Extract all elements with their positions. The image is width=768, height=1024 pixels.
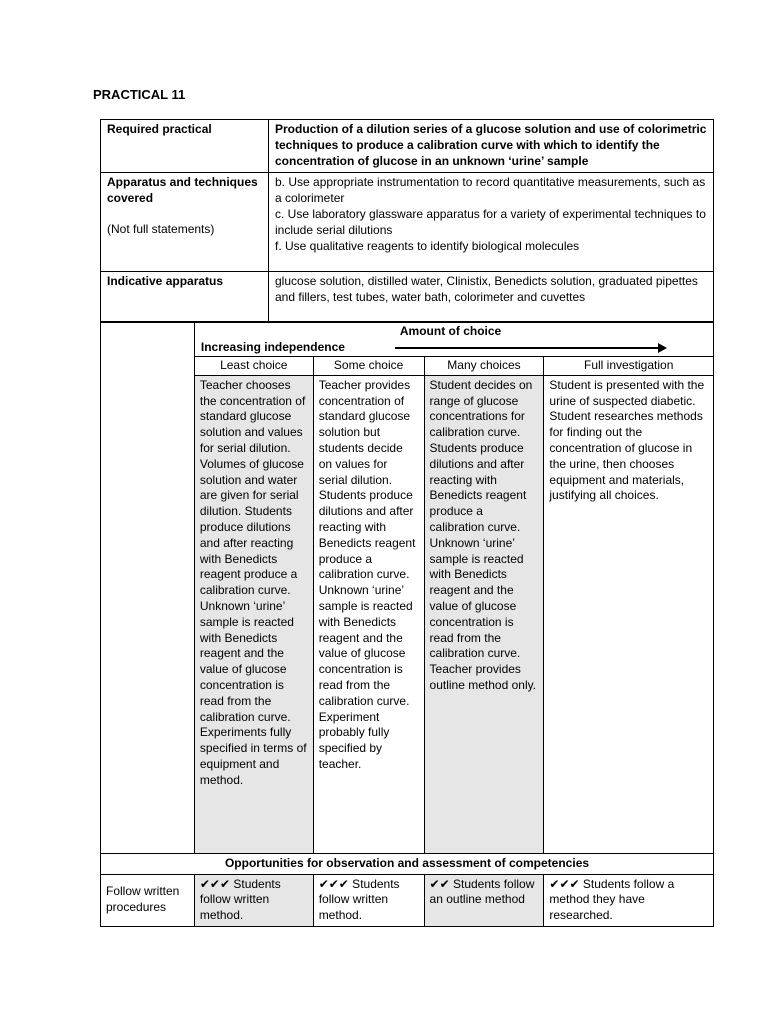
apparatus-statements [269,173,714,272]
assessment-cell: ✔✔ Students follow an outline method [424,874,544,926]
amount-of-choice-label: Amount of choice [399,324,502,338]
arrow-line [395,347,663,349]
increasing-independence-label: Increasing independence [200,340,345,354]
indicative-apparatus-text: glucose solution, distilled water, Clinistix, Benedicts solution, graduated pipettes and fillers, test tubes, water bath, colorimeter and cuvettes [269,272,714,323]
follow-procedures-label: Follow written procedures [101,874,195,926]
choice-header [194,322,713,357]
least-choice-description: Teacher chooses the concentration of standard glucose solution and values for serial dilution. Volumes of glucose solution and water are given for serial dilution. Students produce dilutions and after reacting with Benedicts reagent produce a calibration curve. Unknown ‘urine’ sample is reacted with Benedicts reagent and the value of glucose concentration is read from the calibration curve. Experiments fully specified in terms of equipment and method. [194,375,313,853]
assessment-cell: ✔✔✔ Students follow a method they have researched. [544,874,714,926]
opportunities-heading: Opportunities for observation and assessment of competencies [101,853,714,874]
apparatus-note: (Not full statements) [107,221,215,236]
indicative-apparatus-label: Indicative apparatus [101,272,269,323]
column-header: Some choice [313,357,424,376]
choice-table [100,321,714,927]
column-header: Full investigation [544,357,714,376]
column-header: Many choices [424,357,544,376]
statement-b: b. Use appropriate instrumentation to record quantitative measurements, such as a colorimeter [275,175,706,206]
required-practical-label: Required practical [101,120,269,173]
arrow-right-icon [658,343,667,353]
opportunities-heading-row [101,853,714,874]
column-header: Least choice [194,357,313,376]
assessment-cell: ✔✔✔ Students follow written method. [313,874,424,926]
required-practical-row [101,120,714,173]
apparatus-label-cell [101,173,269,272]
practical-info-table [100,119,714,323]
page-title: PRACTICAL 11 [93,87,186,102]
apparatus-row [101,173,714,272]
blank-cell [101,322,195,854]
follow-procedures-row [101,874,714,926]
indicative-apparatus-row [101,272,714,323]
some-choice-description: Teacher provides concentration of standard glucose solution but students decide on values for serial dilution. Students produce dilutions and after reacting with Benedicts reagent produce a calibration curve. Unknown ‘urine’ sample is reacted with Benedicts reagent and the value of glucose concentration is read from the calibration curve. Experiment probably fully specified by teacher. [313,375,424,853]
assessment-cell: ✔✔✔ Students follow written method. [194,874,313,926]
statement-f: f. Use qualitative reagents to identify biological molecules [275,238,580,253]
amount-of-choice-row [101,322,714,357]
apparatus-label: Apparatus and techniques covered [107,175,258,206]
many-choices-description: Student decides on range of glucose concentrations for calibration curve. Students produce dilutions and after reacting with Benedicts reagent produce a calibration curve. Unknown ‘urine’ sample is reacted with Benedicts reagent and the value of glucose concentration is read from the calibration curve. Teacher provides outline method only. [424,375,544,853]
full-investigation-description: Student is presented with the urine of suspected diabetic. Student researches methods for finding out the concentration of glucose in the urine, then chooses equipment and materials, justifying all choices. [544,375,714,853]
statement-c: c. Use laboratory glassware apparatus for a variety of experimental techniques to include serial dilutions [275,206,706,237]
required-practical-text: Production of a dilution series of a glucose solution and use of colorimetric techniques to produce a calibration curve with which to identify the concentration of glucose in an unknown ‘urine’ sample [269,120,714,173]
